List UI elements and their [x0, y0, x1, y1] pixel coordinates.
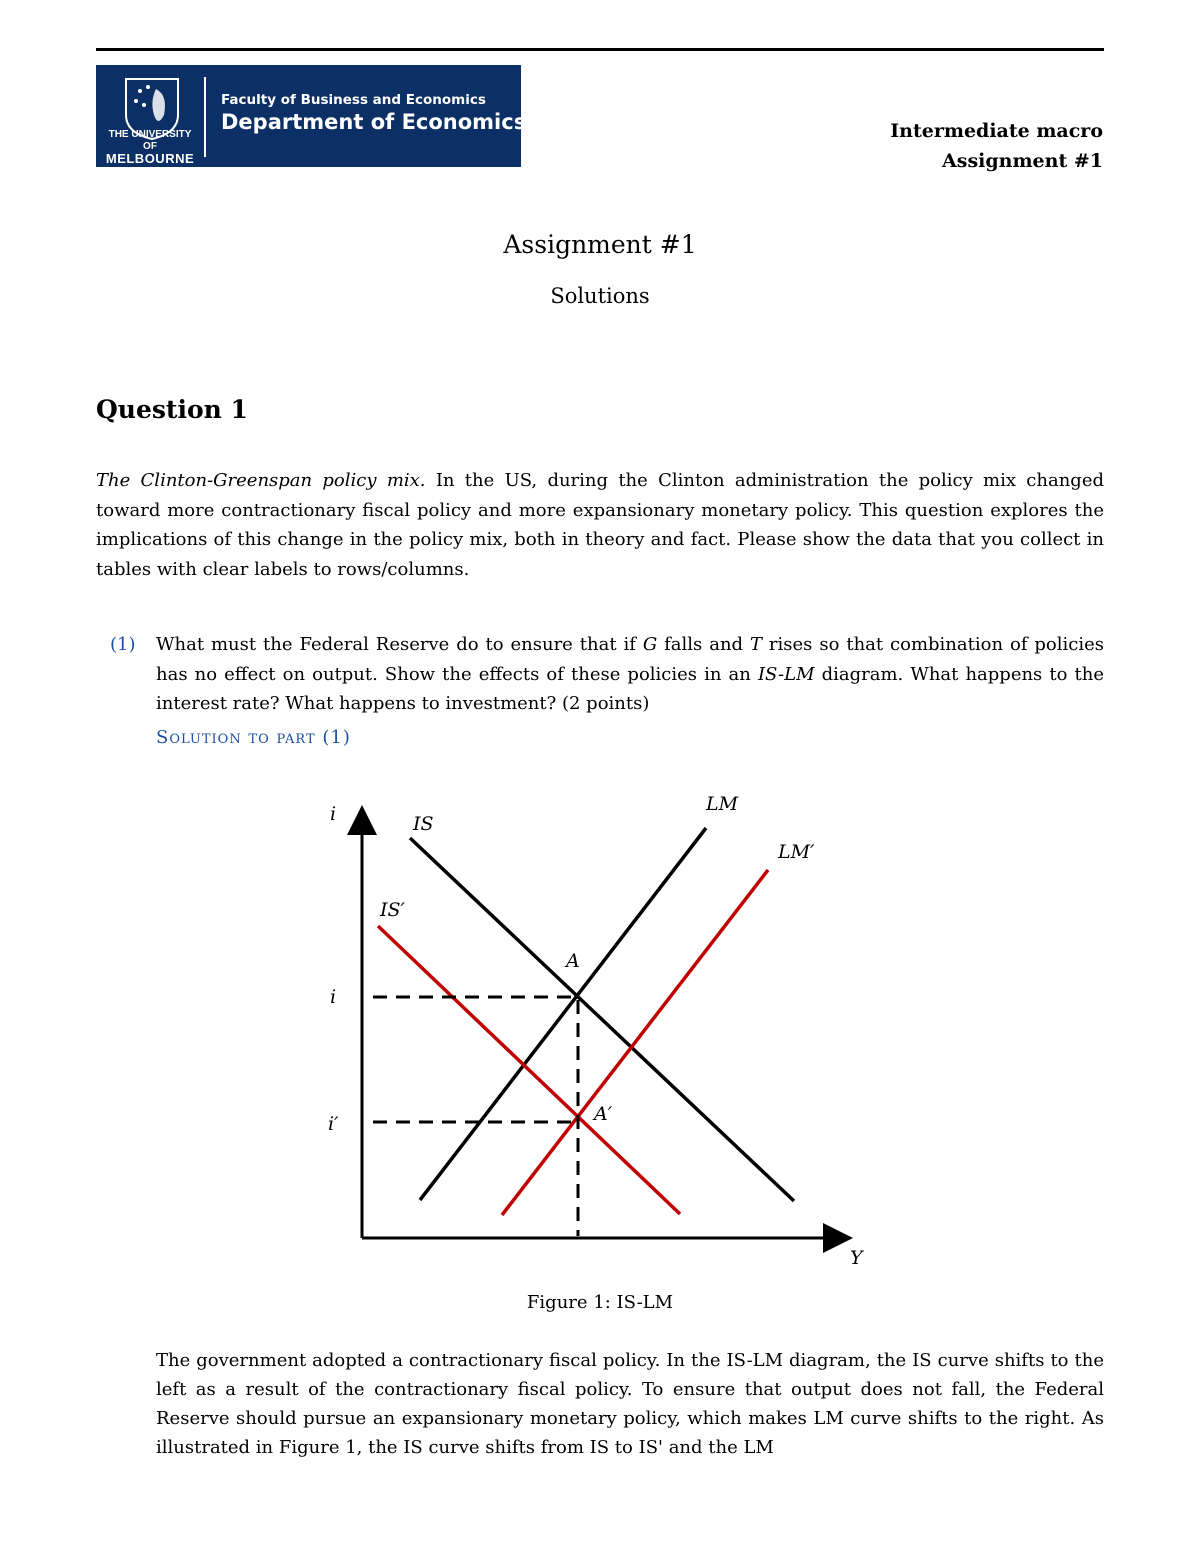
logo-faculty: Faculty of Business and Economics: [221, 92, 486, 108]
is-label: IS: [413, 813, 434, 835]
is-prime-label: IS′: [380, 899, 405, 921]
question-title: Question 1: [96, 395, 248, 424]
is-prime-curve: [378, 926, 680, 1214]
rate-i-prime-label: i′: [328, 1113, 339, 1135]
page-subtitle: Solutions: [550, 284, 650, 308]
intro-italic: The Clinton-Greenspan policy mix.: [96, 470, 426, 491]
intro-text: In the US, during the Clinton administration the policy mix changed toward more contractionary fiscal policy and more expansionary monetary policy. This question explores the implications of this change in the policy mix, both in theory and fact. Please show the data that you collect in tables with clear labels to rows/columns.: [96, 470, 1104, 580]
answer-paragraph: The government adopted a contractionary fiscal policy. In the IS-LM diagram, the IS curve shifts to the left as a result of the contractionary fiscal policy. To ensure that output does not fall, the Federal Reserve should pursue an expansionary monetary policy, which makes LM curve shifts to the right. As illustrated in Figure 1, the IS curve shifts from IS to IS' and the LM: [156, 1350, 1104, 1458]
figure-caption: Figure 1: IS-LM: [526, 1292, 674, 1313]
x-axis-label: Y: [850, 1247, 863, 1269]
lm-label: LM: [706, 793, 739, 815]
lm-curve: [420, 828, 706, 1200]
part-1-text-c: rises so that combination of policies has no effect on output. Show the effects of these policies in an: [156, 634, 1105, 685]
point-a-prime-label: A′: [594, 1103, 613, 1125]
islm-term: IS-LM: [757, 663, 815, 685]
logo-university-line1: THE UNIVERSITY OF: [108, 129, 192, 152]
var-t: T: [749, 634, 762, 655]
point-a-label: A: [566, 950, 580, 972]
page-title: Assignment #1: [503, 230, 697, 259]
course-name: Intermediate macro: [890, 120, 1103, 142]
solution-heading: Solution to part (1): [156, 727, 351, 748]
logo-university-line2: MELBOURNE: [105, 151, 195, 166]
var-g: G: [642, 634, 658, 655]
is-curve: [410, 838, 794, 1201]
part-1-text-d: diagram. What happens to the interest rate? What happens to investment? (2 points): [156, 663, 1104, 714]
lm-prime-label: LM′: [778, 841, 815, 863]
logo-department: Department of Economics: [221, 110, 527, 134]
y-axis-label: i: [330, 803, 337, 825]
assignment-label: Assignment #1: [942, 150, 1103, 172]
part-1-text-a: What must the Federal Reserve do to ensure that if: [156, 634, 643, 655]
part-1-text-b: falls and: [657, 634, 750, 655]
rate-i-label: i: [330, 986, 337, 1008]
part-1-number: (1): [110, 634, 136, 655]
